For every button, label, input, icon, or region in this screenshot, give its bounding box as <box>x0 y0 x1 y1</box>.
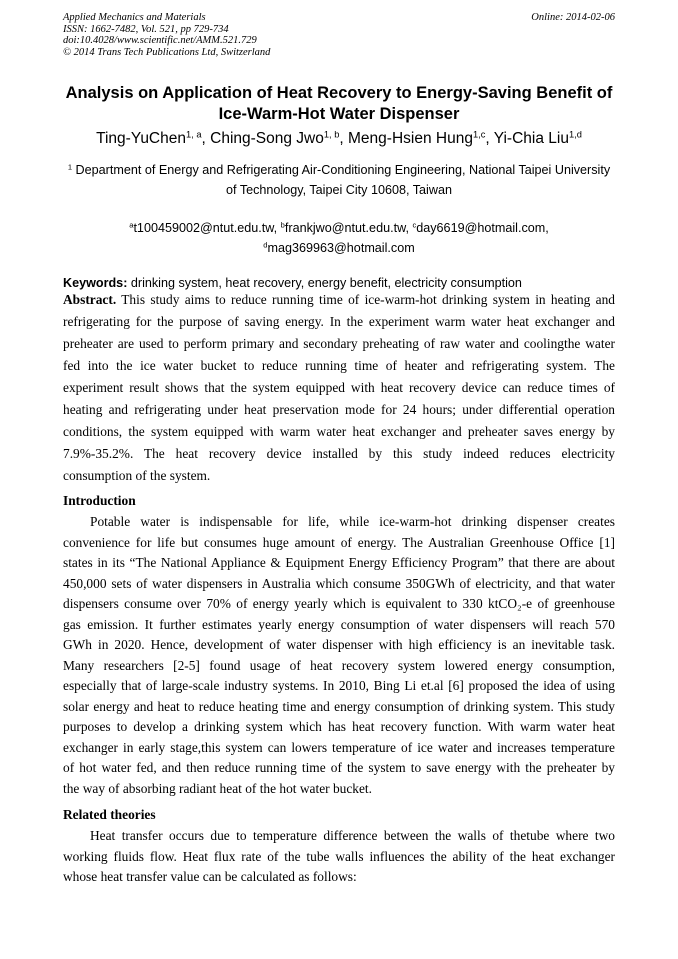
line-text: 7.9%-35.2%. The heat recovery device installed by this study indeed reduces electricity <box>63 446 615 461</box>
author-name: Yi-Chia Liu <box>493 130 569 147</box>
author-sup: 1,c <box>472 129 486 140</box>
issn: ISSN: 1662-7482, Vol. 521, pp 729-734 <box>63 23 229 35</box>
email-sup: b <box>280 220 285 230</box>
line-text: especially that of large-scale industry systems. In 2010, Bing Li et.al [6] proposed the idea of using <box>63 678 615 693</box>
abstract-label: Abstract. <box>63 292 117 307</box>
affiliation-line: of Technology, Taipei City 10608, Taiwan <box>226 183 452 197</box>
line-text: dispensers consume over 70% of energy yearly which is equivalent to 330 ktCO₂-e of greenhouse <box>63 596 615 611</box>
journal-name: Applied Mechanics and Materials <box>63 12 206 23</box>
line-text: of hot water fed, and then reduce running time of the system to save energy with the preheater by <box>63 760 615 775</box>
line-text: gas emission. It further estimates yearly energy consumption of water dispensers will reach 570 <box>63 616 615 632</box>
line-text: consumption of the system. <box>63 468 211 483</box>
author-sup: 1, a <box>186 129 202 140</box>
email[interactable]: day6619@hotmail.com, <box>416 221 549 235</box>
related-theories-heading: Related theories <box>63 807 156 822</box>
online-date: Online: 2014-02-06 <box>531 12 615 23</box>
text-line <box>63 867 615 888</box>
text-line <box>63 311 615 333</box>
journal-header <box>63 12 270 58</box>
line-text: refrigerating for the purpose of saving energy. In the experiment warm water heat exchanger and <box>63 314 615 329</box>
line-text: This study aims to reduce running time of ice-warm-hot drinking system in heating and <box>116 292 615 307</box>
introduction-body <box>63 512 615 799</box>
line-text: Many researchers [2-5] found usage of heat recovery system lowered energy consumption, <box>63 657 615 673</box>
email[interactable]: mag369963@hotmail.com <box>267 241 415 255</box>
affiliation-line: Department of Energy and Refrigerating Air-Conditioning Engineering, National Taipei University <box>72 163 611 177</box>
text-line <box>63 333 615 355</box>
author-name: Ting-YuChen <box>96 130 186 147</box>
text-line <box>63 512 615 533</box>
email-sup: a <box>129 220 134 230</box>
text-line <box>63 574 615 595</box>
line-text: Heat transfer occurs due to temperature difference between the walls of thetube where two <box>90 828 615 843</box>
text-line <box>63 697 615 718</box>
paper-title <box>40 83 638 125</box>
keywords-label: Keywords: <box>63 276 128 290</box>
line-text: whose heat transfer value can be calculated as follows: <box>63 869 357 885</box>
author-separator: , <box>339 130 349 147</box>
line-text: purposes to develop a drinking system which has heat recovery function. With warm water heat <box>63 719 615 734</box>
line-text: states in its “The National Appliance & Equipment Energy Efficiency Program” that there are about <box>63 555 615 570</box>
author-sup: 1,d <box>568 129 582 140</box>
affiliation-sup: 1 <box>67 162 73 172</box>
authors <box>40 129 638 149</box>
text-line <box>63 826 615 847</box>
text-line <box>63 594 615 615</box>
text-line <box>63 635 615 656</box>
email[interactable]: frankjwo@ntut.edu.tw, <box>284 221 413 235</box>
line-text: heating and refrigerating under heat preservation mode for 24 hours; under differential operation <box>63 402 615 417</box>
email[interactable]: t100459002@ntut.edu.tw, <box>133 221 281 235</box>
author-name: Ching-Song Jwo <box>210 130 324 147</box>
text-line <box>63 355 615 377</box>
text-line <box>63 758 615 779</box>
text-line <box>63 615 615 636</box>
line-text: solar energy and heat to reduce heating time and energy consumption of drinking system. This study <box>63 698 615 714</box>
abstract <box>63 289 615 487</box>
line-text: fed into the ice water bucket to reduce running time of heater and refrigerating system. The <box>63 358 615 373</box>
line-text: conditions, the system equipped with warm water heat exchanger and preheater saves energy by <box>63 424 615 439</box>
author-separator: , <box>485 130 494 147</box>
author-name: Meng-Hsien Hung <box>348 130 473 147</box>
text-line <box>63 377 615 399</box>
line-text: Potable water is indispensable for life, while ice-warm-hot drinking dispenser creates <box>90 514 615 529</box>
line-text: 450,000 sets of water dispensers in Australia which consume 350GWh of electricity, and that water <box>63 575 615 591</box>
text-line <box>63 656 615 677</box>
title-line: Analysis on Application of Heat Recovery to Energy-Saving Benefit of <box>65 84 613 102</box>
text-line <box>63 847 615 868</box>
text-line <box>63 465 615 487</box>
introduction-heading: Introduction <box>63 493 136 508</box>
text-line <box>63 779 615 800</box>
line-text: exchanger in early stage,this system can lowers temperature of ice water and increases temperature <box>63 739 615 755</box>
line-text: experiment result shows that the system equipped with heat recovery device can reduce times of <box>63 380 615 395</box>
email-sup: d <box>263 240 268 250</box>
author-sup: 1, b <box>323 129 340 140</box>
email-sup: c <box>412 220 417 230</box>
text-line <box>63 738 615 759</box>
text-line <box>63 421 615 443</box>
text-line <box>63 289 615 311</box>
text-line <box>63 676 615 697</box>
keywords-text: drinking system, heat recovery, energy benefit, electricity consumption <box>127 276 522 290</box>
copyright: © 2014 Trans Tech Publications Ltd, Switzerland <box>63 46 271 58</box>
line-text: preheater are used to perform primary and secondary preheating of raw water and coolingthe water <box>63 336 615 351</box>
related-theories-body <box>63 826 615 888</box>
text-line <box>63 717 615 738</box>
affiliation <box>63 160 615 200</box>
author-separator: , <box>201 130 211 147</box>
text-line <box>63 553 615 574</box>
line-text: convenience for life but consumes huge amount of energy. The Australian Greenhouse Office [1] <box>63 534 615 550</box>
doi[interactable]: doi:10.4028/www.scientific.net/AMM.521.729 <box>63 35 257 46</box>
emails <box>63 218 615 258</box>
line-text: GWh in 2020. Hence, development of water dispenser with high efficiency is an inevitable task. <box>63 637 615 652</box>
text-line <box>63 443 615 465</box>
line-text: the way of absorbing radiant heat of the hot water bucket. <box>63 780 372 796</box>
text-line <box>63 399 615 421</box>
text-line <box>63 533 615 554</box>
title-line: Ice-Warm-Hot Water Dispenser <box>218 105 460 123</box>
line-text: working fluids flow. Heat flux rate of the tube walls influences the ability of the heat exchanger <box>63 848 615 864</box>
